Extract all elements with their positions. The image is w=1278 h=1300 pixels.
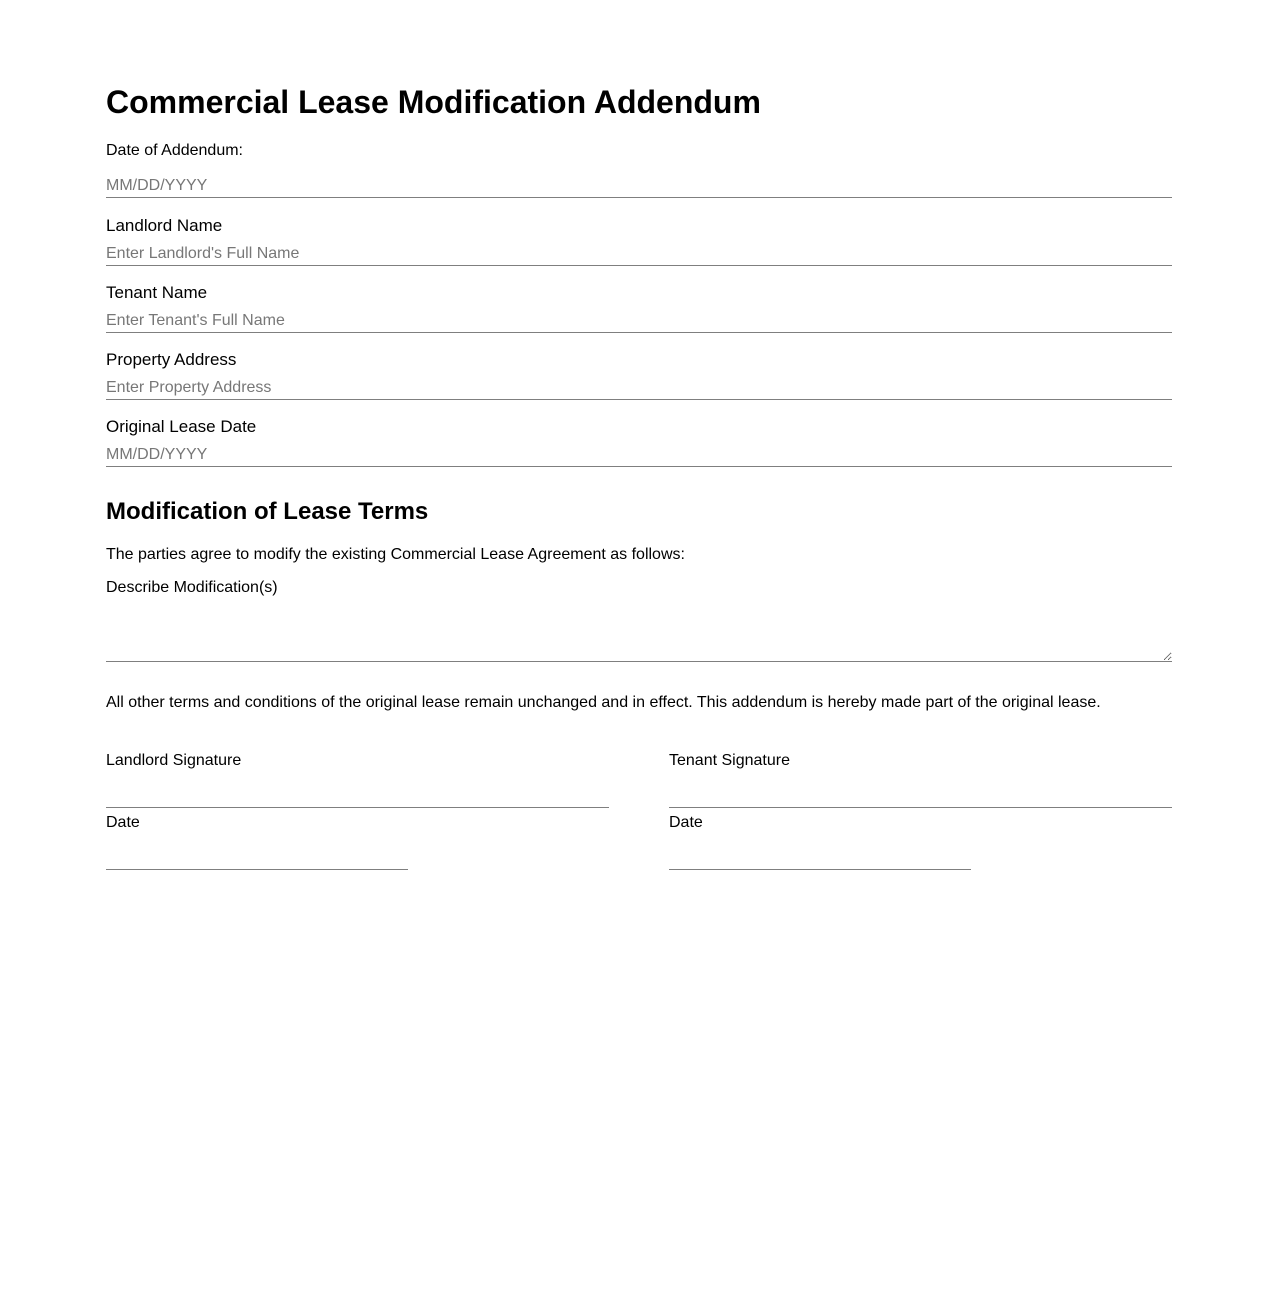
tenant-name-input[interactable]	[106, 310, 1172, 333]
original-lease-date-input[interactable]	[106, 444, 1172, 467]
landlord-date-label: Date	[106, 814, 140, 831]
tenant-date-label: Date	[669, 814, 703, 831]
landlord-date-input[interactable]	[106, 847, 408, 870]
section-heading-modification: Modification of Lease Terms	[106, 498, 429, 525]
date-of-addendum-input[interactable]	[106, 175, 1172, 198]
describe-modifications-textarea[interactable]	[106, 604, 1172, 662]
page-title: Commercial Lease Modification Addendum	[106, 84, 761, 120]
modification-intro-text: The parties agree to modify the existing Commercial Lease Agreement as follows:	[106, 546, 685, 563]
original-lease-date-label: Original Lease Date	[106, 417, 257, 436]
tenant-signature-input[interactable]	[669, 785, 1172, 808]
tenant-date-input[interactable]	[669, 847, 971, 870]
tenant-signature-label: Tenant Signature	[669, 752, 790, 769]
landlord-name-label: Landlord Name	[106, 216, 223, 235]
property-address-input[interactable]	[106, 377, 1172, 400]
closing-statement-text: All other terms and conditions of the original lease remain unchanged and in effect. This addendum is hereby made part of the original lease.	[106, 694, 1101, 711]
landlord-name-input[interactable]	[106, 243, 1172, 266]
date-of-addendum-label: Date of Addendum:	[106, 142, 243, 159]
landlord-signature-input[interactable]	[106, 785, 609, 808]
property-address-label: Property Address	[106, 350, 237, 369]
tenant-name-label: Tenant Name	[106, 283, 208, 302]
describe-modifications-label: Describe Modification(s)	[106, 579, 278, 596]
landlord-signature-label: Landlord Signature	[106, 752, 242, 769]
